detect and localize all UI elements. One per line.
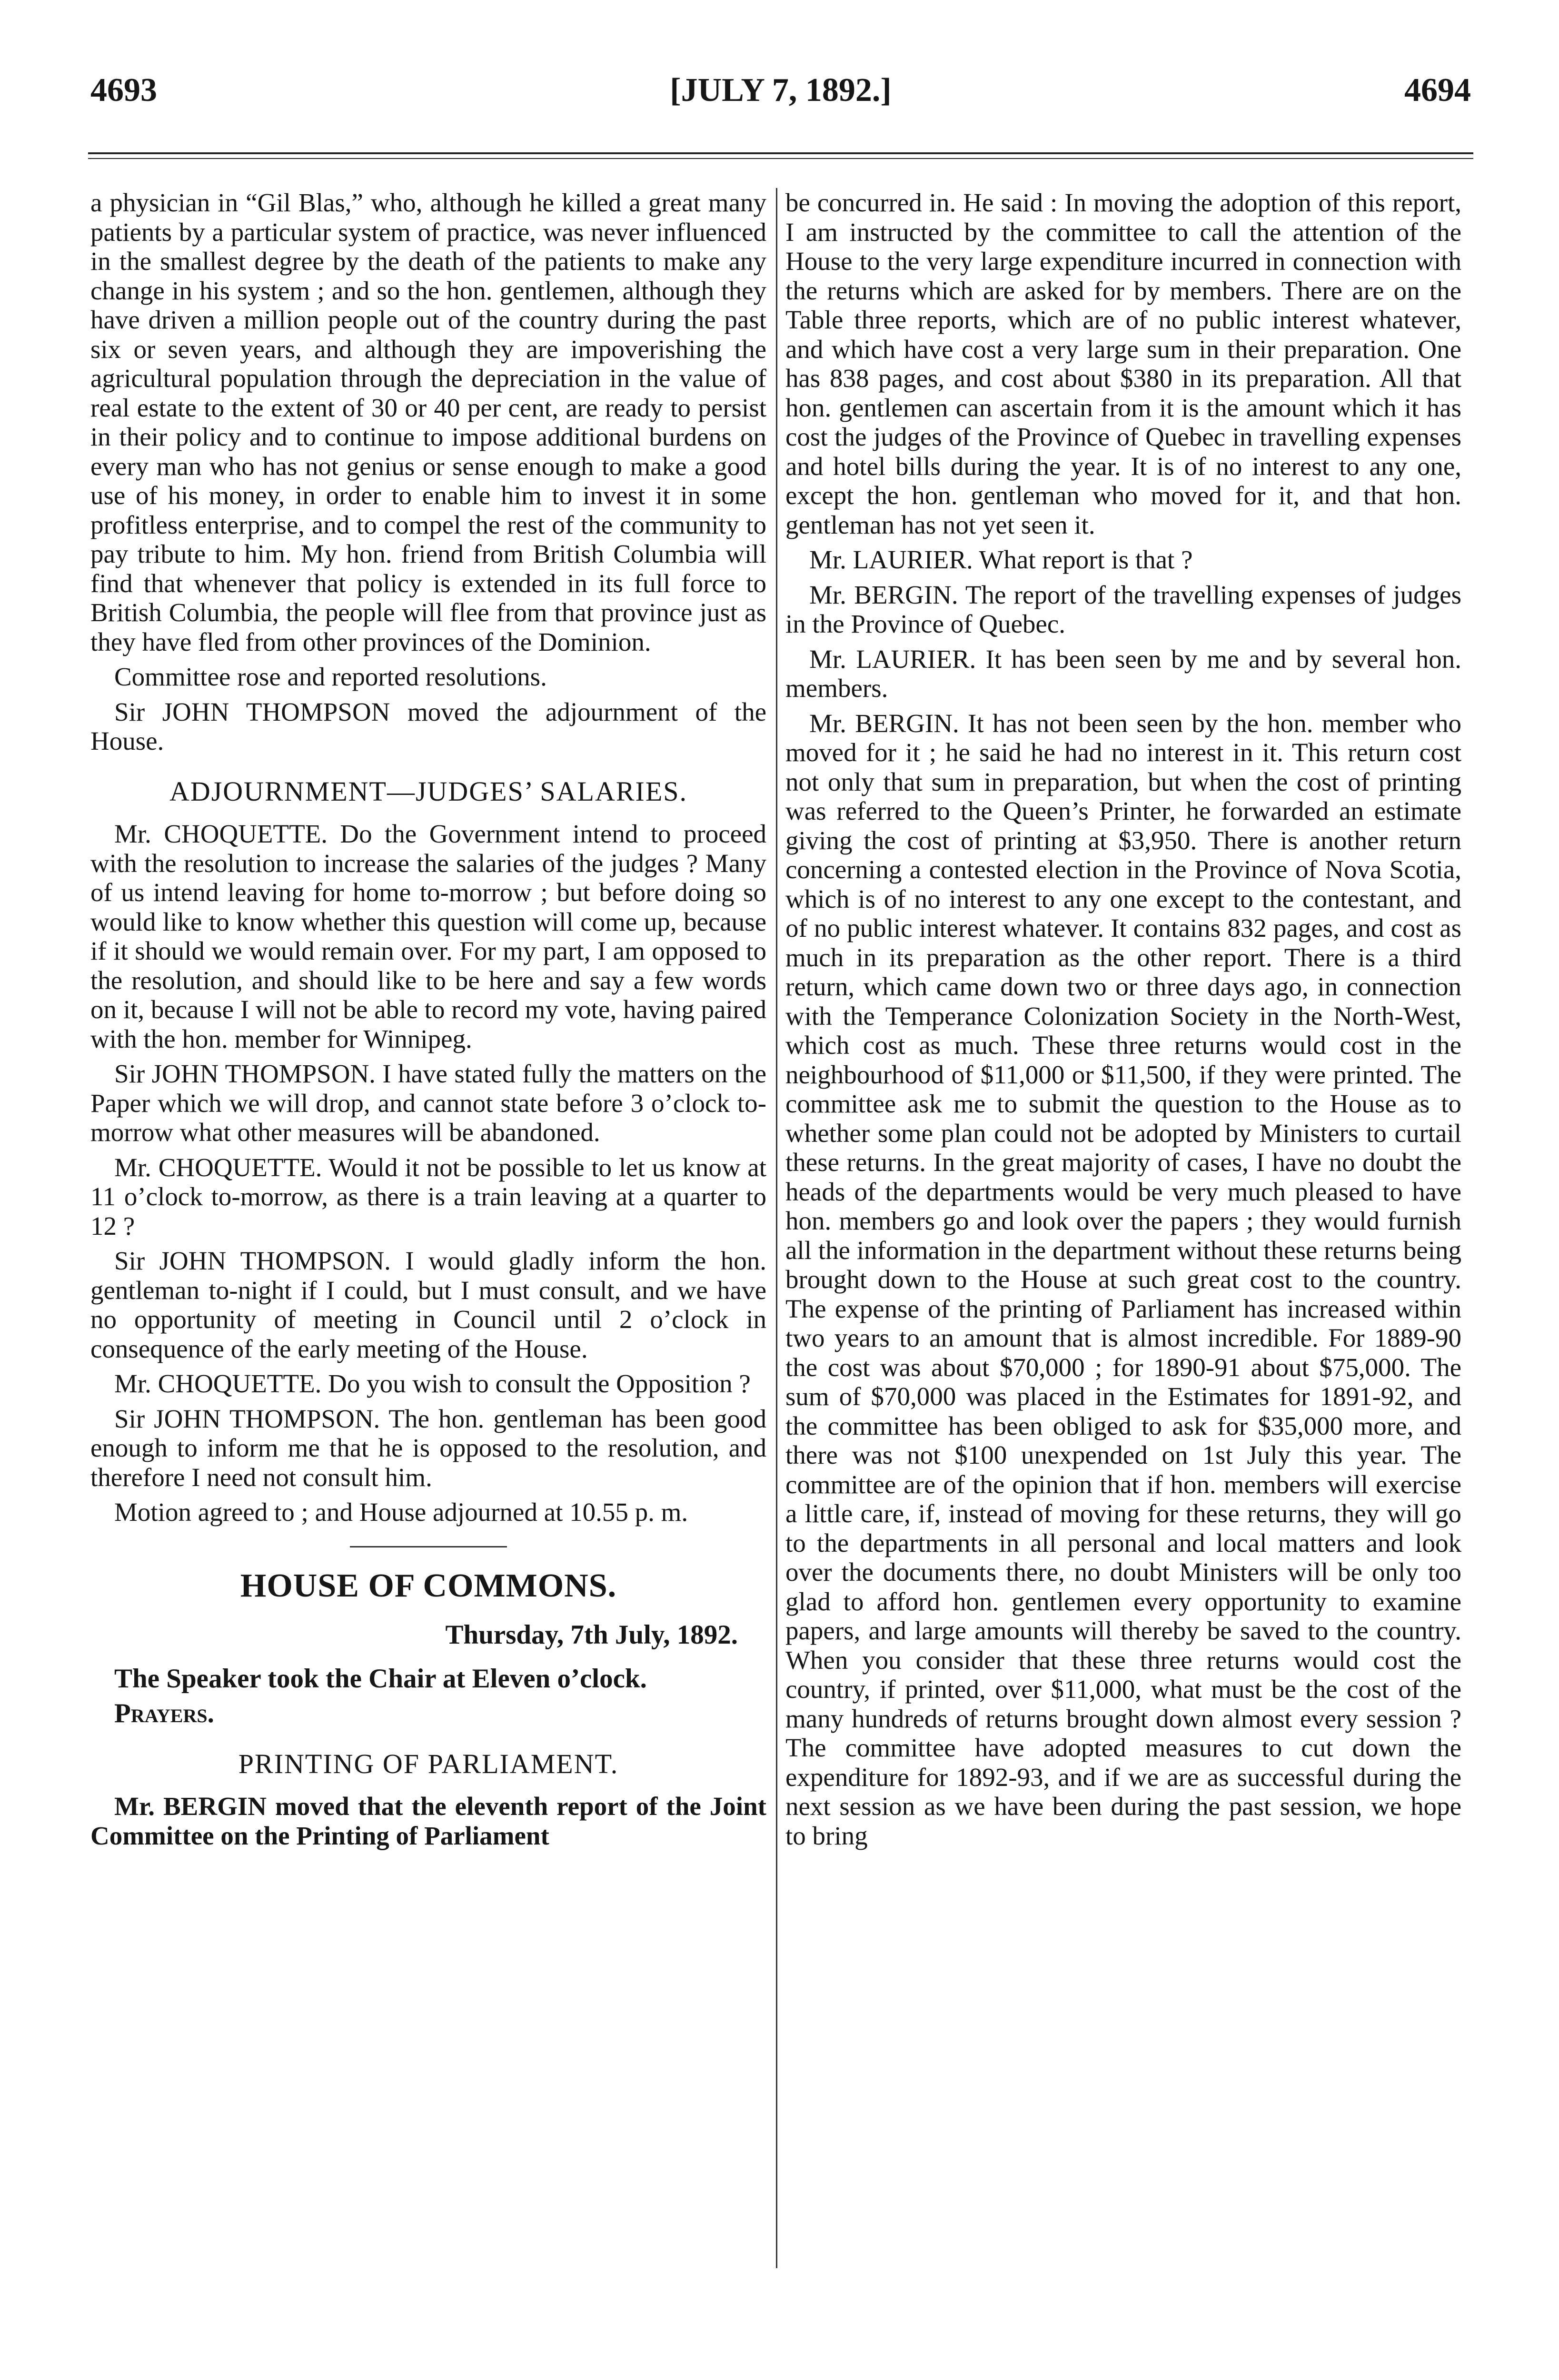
column-divider [776, 188, 777, 2268]
paragraph: Sir JOHN THOMPSON moved the adjournment of the House. [90, 697, 766, 755]
speaker-notice: The Speaker took the Chair at Eleven o’clock. [114, 1663, 647, 1694]
paragraph: Committee rose and reported resolutions. [114, 662, 547, 691]
paragraph: Sir JOHN THOMPSON. I have stated fully the matters on the Paper which we will drop, and cannot state before 3 o’clock to-morrow what other measures will be abandoned. [90, 1059, 766, 1147]
paragraph: Motion agreed to ; and House adjourned at 10.55 p. m. [114, 1497, 688, 1527]
header-date: [JULY 7, 1892.] [670, 72, 892, 109]
paragraph: Mr. BERGIN moved that the eleventh report of the Joint Committee on the Printing of Parliament [90, 1792, 766, 1850]
header-rule [88, 152, 1473, 154]
paragraph: Mr. CHOQUETTE. Would it not be possible to let us know at 11 o’clock to-morrow, as there is a train leaving at a quarter to 12 ? [90, 1152, 766, 1240]
house-heading: HOUSE OF COMMONS. [240, 1567, 617, 1604]
section-heading: ADJOURNMENT—JUDGES’ SALARIES. [169, 775, 688, 807]
left-column [90, 188, 766, 1856]
paragraph: Sir JOHN THOMPSON. I would gladly inform the hon. gentleman to-night if I could, but I must consult, and we have no opportunity of meeting in Council until 2 o’clock in consequence of the early meeting of the House. [90, 1246, 766, 1363]
paragraph: Mr. CHOQUETTE. Do you wish to consult the Opposition ? [114, 1369, 751, 1398]
paragraph: be concurred in. He said : In moving the adoption of this report, I am instructed by the committee to call the attention of the House to the very large expenditure incurred in connection with the returns which are asked for by members. There are on the Table three reports, which are of no public interest whatever, and which have cost a very large sum in their preparation. One has 838 pages, and cost about $380 in its preparation. All that hon. gentlemen can ascertain from it is the amount which it has cost the judges of the Province of Quebec in travelling expenses and hotel bills during the year. It is of no interest to any one, except the hon. gentleman who moved for it, and that hon. gentleman has not yet seen it. [785, 188, 1461, 539]
divider [350, 1546, 507, 1547]
prayers-line: Prayers. [114, 1698, 214, 1728]
right-column [785, 188, 1461, 1856]
page-number-right: 4694 [1404, 72, 1471, 109]
sitting-date: Thursday, 7th July, 1892. [445, 1620, 738, 1650]
paragraph: Mr. LAURIER. What report is that ? [809, 545, 1193, 574]
paragraph: a physician in “Gil Blas,” who, although he killed a great many patients by a particular system of practice, was never influenced in the smallest degree by the death of the patients to make any change in his system ; and so the hon. gentlemen, although they have driven a million people out of the country during the past six or seven years, and although they are impoverishing the agricultural population through the depreciation in the value of real estate to the extent of 30 or 40 per cent, are ready to persist in their policy and to continue to impose additional burdens on every man who has not genius or sense enough to make a good use of his money, in order to enable him to invest it in some profitless enterprise, and to compel the rest of the community to pay tribute to him. My hon. friend from British Columbia will find that whenever that policy is extended in its full force to British Columbia, the people will flee from that province just as they have fled from other provinces of the Dominion. [90, 188, 766, 656]
section-heading: PRINTING OF PARLIAMENT. [238, 1748, 619, 1779]
paragraph: Mr. BERGIN. It has not been seen by the hon. member who moved for it ; he said he had no interest in it. This return cost not only that sum in preparation, but when the cost of printing was referred to the Queen’s Printer, he forwarded an estimate giving the cost of printing at $3,950. There is another return concerning a contested election in the Province of Nova Scotia, which is of no interest to any one except to the contestant, and of no public interest whatever. It contains 832 pages, and cost as much in its preparation as the other report. There is a third return, which came down two or three days ago, in connection with the Temperance Colonization Society in the North-West, which cost as much. These three returns would cost in the neighbourhood of $11,000 or $11,500, if they were printed. The committee ask me to submit the question to the House as to whether some plan could not be adopted by Ministers to curtail these returns. In the great majority of cases, I have no doubt the heads of the departments would be very much pleased to have hon. members go and look over the papers ; they would furnish all the information in the department without these returns being brought down to the House at such great cost to the country. The expense of the printing of Parliament has increased within two years to an amount that is almost incredible. For 1889-90 the cost was about $70,000 ; for 1890-91 about $75,000. The sum of $70,000 was placed in the Estimates for 1891-92, and the committee has been obliged to ask for $35,000 more, and there was not $100 unexpended on 1st July this year. The committee are of the opinion that if hon. members will exercise a little care, if, instead of moving for these returns, they will go to the departments in all personal and local matters and look over the documents there, no doubt Ministers will be only too glad to afford hon. gentlemen every opportunity to examine papers, and large amounts will thereby be saved to the country. When you consider that these three returns would cost the country, if printed, over $11,000, what must be the cost of the many hundreds of returns brought down almost every session ? The committee have adopted measures to cut down the expenditure for 1892-93, and if we are as successful during the next session as we have been during the past session, we hope to bring [785, 708, 1461, 1850]
paragraph: Mr. CHOQUETTE. Do the Government intend to proceed with the resolution to increase the salaries of the judges ? Many of us intend leaving for home to-morrow ; but before doing so would like to know whether this question will come up, because if it should we would remain over. For my part, I am opposed to the resolution, and should like to be here and say a few words on it, because I will not be able to record my vote, having paired with the hon. member for Winnipeg. [90, 819, 766, 1053]
paragraph: Mr. BERGIN. The report of the travelling expenses of judges in the Province of Quebec. [785, 580, 1461, 638]
page-number-left: 4693 [90, 72, 157, 109]
paragraph: Sir JOHN THOMPSON. The hon. gentleman has been good enough to inform me that he is opposed to the resolution, and therefore I need not consult him. [90, 1404, 766, 1492]
running-header [90, 71, 1471, 119]
header-rule-thin [88, 158, 1473, 159]
paragraph: Mr. LAURIER. It has been seen by me and by several hon. members. [785, 644, 1461, 703]
